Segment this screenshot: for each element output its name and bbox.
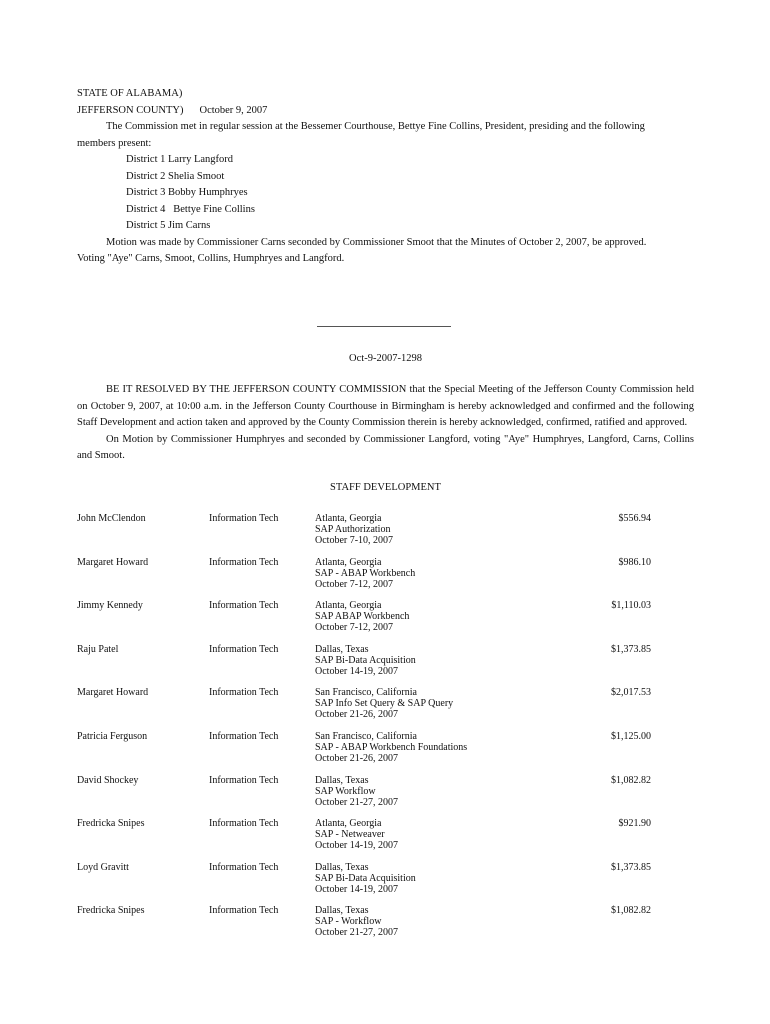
department: Information Tech <box>209 643 279 655</box>
amount: $2,017.53 <box>611 687 651 699</box>
meeting-date: October 9, 2007 <box>199 104 268 116</box>
employee-name: Jimmy Kennedy <box>77 600 143 612</box>
course: SAP Bi-Data Acquisition <box>315 654 416 666</box>
list-item <box>77 862 694 906</box>
employee-name: Margaret Howard <box>77 687 149 699</box>
location: Dallas, Texas <box>315 861 369 873</box>
employee-name: Margaret Howard <box>77 556 149 568</box>
dates: October 14-19, 2007 <box>315 840 399 852</box>
session-intro <box>77 119 694 136</box>
list-item <box>77 775 694 819</box>
district-item: District 4 Bettye Fine Collins <box>126 203 255 215</box>
district-item: District 1 Larry Langford <box>126 154 234 165</box>
separator-rule <box>317 326 451 327</box>
resolution-motion: On Motion by Commissioner Humphryes and seconded by Commissioner Langford, voting "Aye" Humphryes, Langford, Carns, Collins and Smoot. <box>77 433 694 461</box>
employee-name: Loyd Gravitt <box>77 861 129 873</box>
minutes-motion-line-1: Motion was made by Commissioner Carns seconded by Commissioner Smoot that the Minutes of October 2, 2007, be approved. <box>106 236 647 248</box>
list-item <box>77 644 694 688</box>
amount: $1,373.85 <box>611 861 651 873</box>
amount: $1,373.85 <box>611 643 651 655</box>
staff-development-list <box>77 513 694 949</box>
training-details <box>315 731 467 764</box>
training-details <box>315 687 453 720</box>
employee-name: John McClendon <box>77 513 146 524</box>
dates: October 7-12, 2007 <box>315 578 394 590</box>
county-line: JEFFERSON COUNTY) <box>77 104 184 116</box>
amount: $986.10 <box>618 556 651 568</box>
department: Information Tech <box>209 818 279 830</box>
training-details <box>315 905 398 938</box>
list-item <box>77 687 694 731</box>
course: SAP Bi-Data Acquisition <box>315 872 416 884</box>
district-item: District 3 Bobby Humphryes <box>126 187 248 198</box>
district-item: District 5 Jim Carns <box>126 220 211 231</box>
resolution-text: BE IT RESOLVED BY THE JEFFERSON COUNTY COMMISSION that the Special Meeting of the Jefferson County Commission held on October 9, 2007, at 10:00 a.m. in the Jefferson County Courthouse in Birmingham is hereby acknowledged and confirmed and the following Staff Development and action taken and approved by the County Commission therein is hereby acknowledged, confirmed, ratified and approved. <box>77 384 694 428</box>
separator <box>77 326 694 336</box>
department: Information Tech <box>209 730 279 742</box>
location: Atlanta, Georgia <box>315 600 382 612</box>
employee-name: Raju Patel <box>77 643 119 655</box>
list-item <box>77 557 694 601</box>
training-details <box>315 818 398 851</box>
session-intro-line-1: The Commission met in regular session at the Bessemer Courthouse, Bettye Fine Collins, President, presiding and the following <box>106 121 645 132</box>
amount: $1,125.00 <box>611 730 651 742</box>
course: SAP Authorization <box>315 524 391 535</box>
minutes-motion-line-2: Voting "Aye" Carns, Smoot, Collins, Humphryes and Langford. <box>77 253 345 264</box>
resolution-number: Oct-9-2007-1298 <box>349 352 422 364</box>
location: Atlanta, Georgia <box>315 818 382 830</box>
list-item <box>77 731 694 775</box>
dates: October 21-27, 2007 <box>315 796 399 808</box>
section-title: STAFF DEVELOPMENT <box>330 481 441 493</box>
amount: $556.94 <box>618 513 651 524</box>
training-details <box>315 862 416 895</box>
list-item <box>77 905 694 949</box>
dates: October 14-19, 2007 <box>315 883 399 895</box>
training-details <box>315 600 409 633</box>
amount: $1,110.03 <box>611 600 651 612</box>
course: SAP - ABAP Workbench <box>315 567 416 579</box>
department: Information Tech <box>209 905 279 917</box>
course: SAP - ABAP Workbench Foundations <box>315 741 468 753</box>
amount: $1,082.82 <box>611 774 651 786</box>
department: Information Tech <box>209 861 279 873</box>
course: SAP - Workflow <box>315 916 382 928</box>
district-list <box>77 152 694 235</box>
training-details <box>315 513 393 546</box>
dates: October 14-19, 2007 <box>315 665 399 677</box>
location: Dallas, Texas <box>315 774 369 786</box>
department: Information Tech <box>209 600 279 612</box>
course: SAP - Netweaver <box>315 829 385 841</box>
document-page <box>77 86 694 949</box>
course: SAP Workflow <box>315 785 376 797</box>
list-item <box>77 600 694 644</box>
department: Information Tech <box>209 556 279 568</box>
list-item <box>77 513 694 557</box>
dates: October 21-26, 2007 <box>315 709 399 721</box>
employee-name: Patricia Ferguson <box>77 730 148 742</box>
employee-name: Fredricka Snipes <box>77 818 145 830</box>
dates: October 7-12, 2007 <box>315 622 394 634</box>
district-item: District 2 Shelia Smoot <box>126 170 225 182</box>
training-details <box>315 775 398 808</box>
dates: October 7-10, 2007 <box>315 535 394 546</box>
location: San Francisco, California <box>315 730 417 742</box>
amount: $1,082.82 <box>611 905 651 917</box>
location: San Francisco, California <box>315 687 417 699</box>
training-details <box>315 644 416 677</box>
department: Information Tech <box>209 774 279 786</box>
location: Atlanta, Georgia <box>315 556 382 568</box>
session-intro-line-2: members present: <box>77 137 152 149</box>
list-item <box>77 818 694 862</box>
dates: October 21-27, 2007 <box>315 927 399 939</box>
dates: October 21-26, 2007 <box>315 752 399 764</box>
location: Dallas, Texas <box>315 643 369 655</box>
course: SAP Info Set Query & SAP Query <box>315 698 454 710</box>
training-details <box>315 557 415 590</box>
state-line: STATE OF ALABAMA) <box>77 88 183 99</box>
employee-name: Fredricka Snipes <box>77 905 145 917</box>
location: Atlanta, Georgia <box>315 513 382 524</box>
employee-name: David Shockey <box>77 774 139 786</box>
course: SAP ABAP Workbench <box>315 611 410 623</box>
department: Information Tech <box>209 687 279 699</box>
department: Information Tech <box>209 513 279 524</box>
location: Dallas, Texas <box>315 905 369 917</box>
amount: $921.90 <box>618 818 651 830</box>
county-date-line <box>77 103 694 120</box>
